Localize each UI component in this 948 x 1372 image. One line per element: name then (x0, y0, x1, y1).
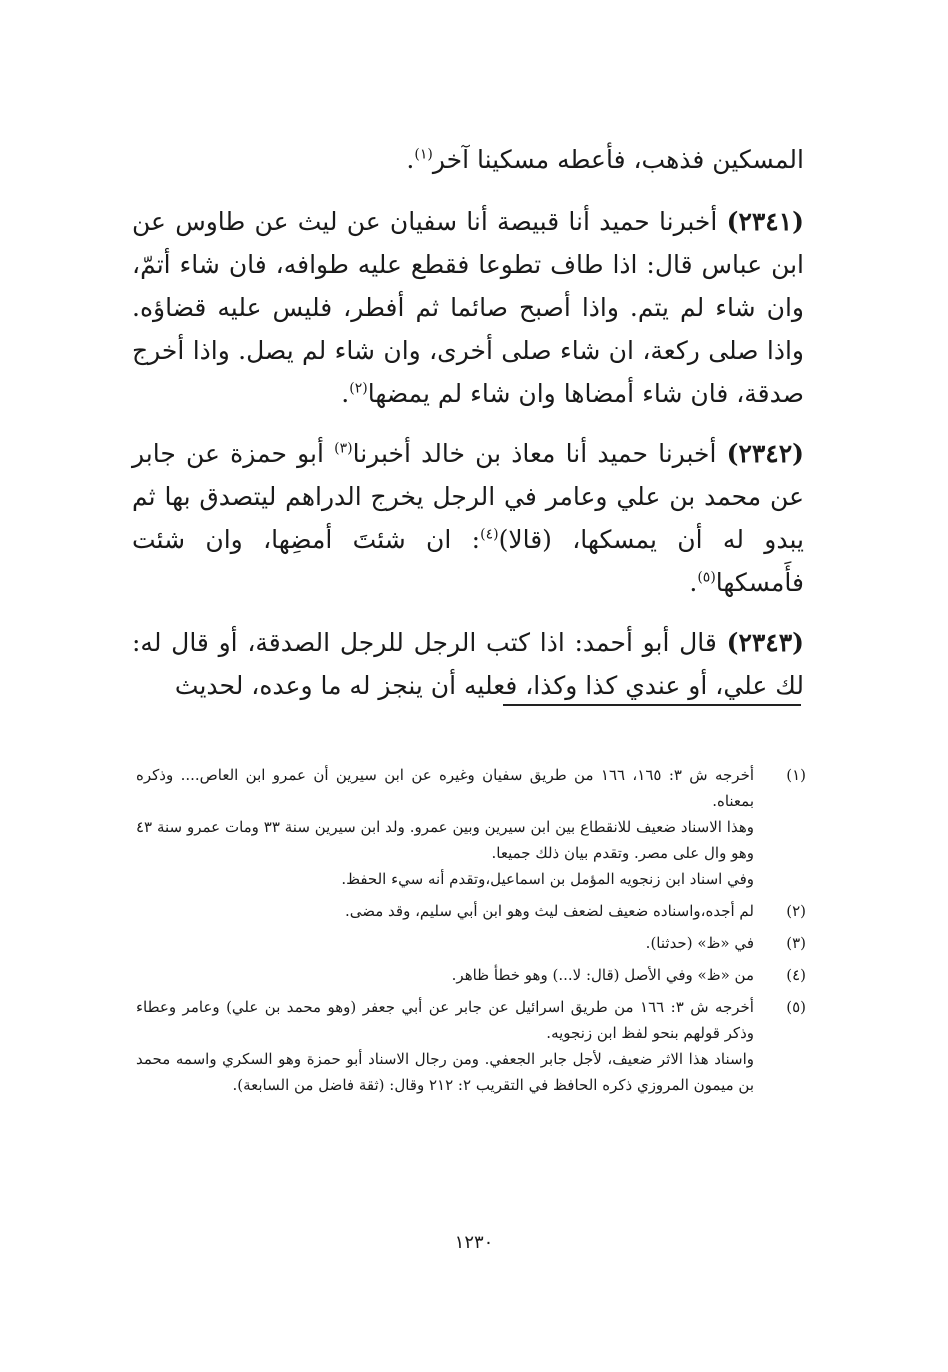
footnote-line: لم أجده،واسناده ضعيف لضعف ليث وهو ابن أبي سليم، وقد مضى. (344, 902, 754, 920)
footnote-line: من «ظ» وفي الأصل (قال: لا...) وهو خطأ ظاهر. (451, 966, 754, 984)
footnote-1 (136, 762, 806, 892)
footnote-3 (136, 930, 806, 956)
page-number: ١٢٣٠ (454, 1232, 494, 1253)
footnote-ref: (٣) (334, 440, 353, 457)
footnote-5 (136, 994, 806, 1098)
footnote-4 (136, 962, 806, 988)
footnote-number: (٢) (786, 902, 806, 920)
hadith-2341 (132, 200, 804, 415)
hadith-text: : ان شئتَ أمضِها، وان شئت فأَمسكها (132, 525, 804, 597)
footnote-body (136, 994, 754, 1098)
footnote-divider (503, 704, 801, 706)
footnote-line: وهذا الاسناد ضعيف للانقطاع بين ابن سيرين وبين عمرو. ولد ابن سيرين سنة ٣٣ ومات عمرو سنة ٤٣ وهو وال على مصر. وتقدم بيان ذلك جميعا. (136, 818, 754, 862)
footnote-body (136, 930, 754, 956)
hadith-number: (٢٣٤١) (726, 207, 805, 236)
footnote-ref: (٢) (349, 380, 368, 397)
paragraph-text: المسكين فذهب، فأعطه مسكينا آخر (432, 145, 804, 174)
footnote-ref: (٤) (480, 526, 499, 543)
footnote-number: (١) (786, 766, 806, 784)
hadith-number: (٢٣٤٣) (726, 628, 804, 657)
footnote-ref: (٥) (697, 569, 716, 586)
footnote-body (136, 898, 754, 924)
hadith-text: أخبرنا حميد أنا قبيصة أنا سفيان عن ليث عن طاوس عن ابن عباس قال: اذا طاف تطوعا فقطع عليه طوافه، فان شاء أتمّ، وان شاء لم يتم. واذا أصبح صائما ثم أفطر، فليس عليه قضاؤه. واذا صلى ركعة، ان شاء صلى أخرى، وان شاء لم يصل. واذا أخرج صدقة، فان شاء أمضاها وان شاء لم يمضها (132, 207, 804, 408)
footnote-2 (136, 898, 806, 924)
footnote-line: واسناد هذا الاثر ضعيف، لأجل جابر الجعفي. ومن رجال الاسناد أبو حمزة وهو السكري واسمه محمد بن ميمون المروزي ذكره الحافظ في التقريب ٢: ٢١٢ وقال: (ثقة فاضل من السابعة). (136, 1050, 754, 1094)
paragraph-end: . (406, 145, 415, 174)
hadith-text: قال أبو أحمد: اذا كتب الرجل للرجل الصدقة، أو قال له: لك علي، أو عندي كذا وكذا، فعليه أن ينجز له ما وعده، لحديث (132, 628, 804, 700)
hadith-text: أخبرنا حميد أنا معاذ بن خالد أخبرنا (352, 439, 717, 468)
paragraph-continuation (132, 138, 804, 181)
main-text (132, 138, 804, 724)
paragraph-end: . (689, 568, 698, 597)
hadith-2343 (132, 621, 804, 707)
footnote-line: في «ظ» (حدثنا). (645, 934, 754, 952)
footnote-line: وفي اسناد ابن زنجويه المؤمل بن اسماعيل،وتقدم أنه سيء الحفظ. (341, 870, 754, 888)
footnote-number: (٤) (786, 966, 806, 984)
footnote-body (136, 762, 754, 892)
footnote-line: أخرجه ش ٣: ١٦٦ من طريق اسرائيل عن جابر عن أبي جعفر (وهو محمد بن علي) وعامر وعطاء وذكر قولهم بنحو لفظ ابن زنجويه. (136, 998, 754, 1042)
footnote-ref: (١) (414, 146, 433, 163)
footnotes (136, 762, 806, 1104)
footnote-line: أخرجه ش ٣: ١٦٥، ١٦٦ من طريق سفيان وغيره عن ابن سيرين أن عمرو ابن العاص.... وذكره بمعناه. (136, 766, 755, 810)
hadith-2342 (132, 432, 804, 604)
footnote-number: (٣) (786, 934, 806, 952)
hadith-text: أبو حمزة عن جابر عن محمد بن علي وعامر في الرجل يخرج الدراهم ليتصدق بها ثم يبدو له أن يمسكها، (قالا) (132, 439, 804, 554)
paragraph-end: . (341, 379, 350, 408)
footnote-body (136, 962, 754, 988)
footnote-number: (٥) (786, 998, 806, 1016)
hadith-number: (٢٣٤٢) (726, 439, 804, 468)
